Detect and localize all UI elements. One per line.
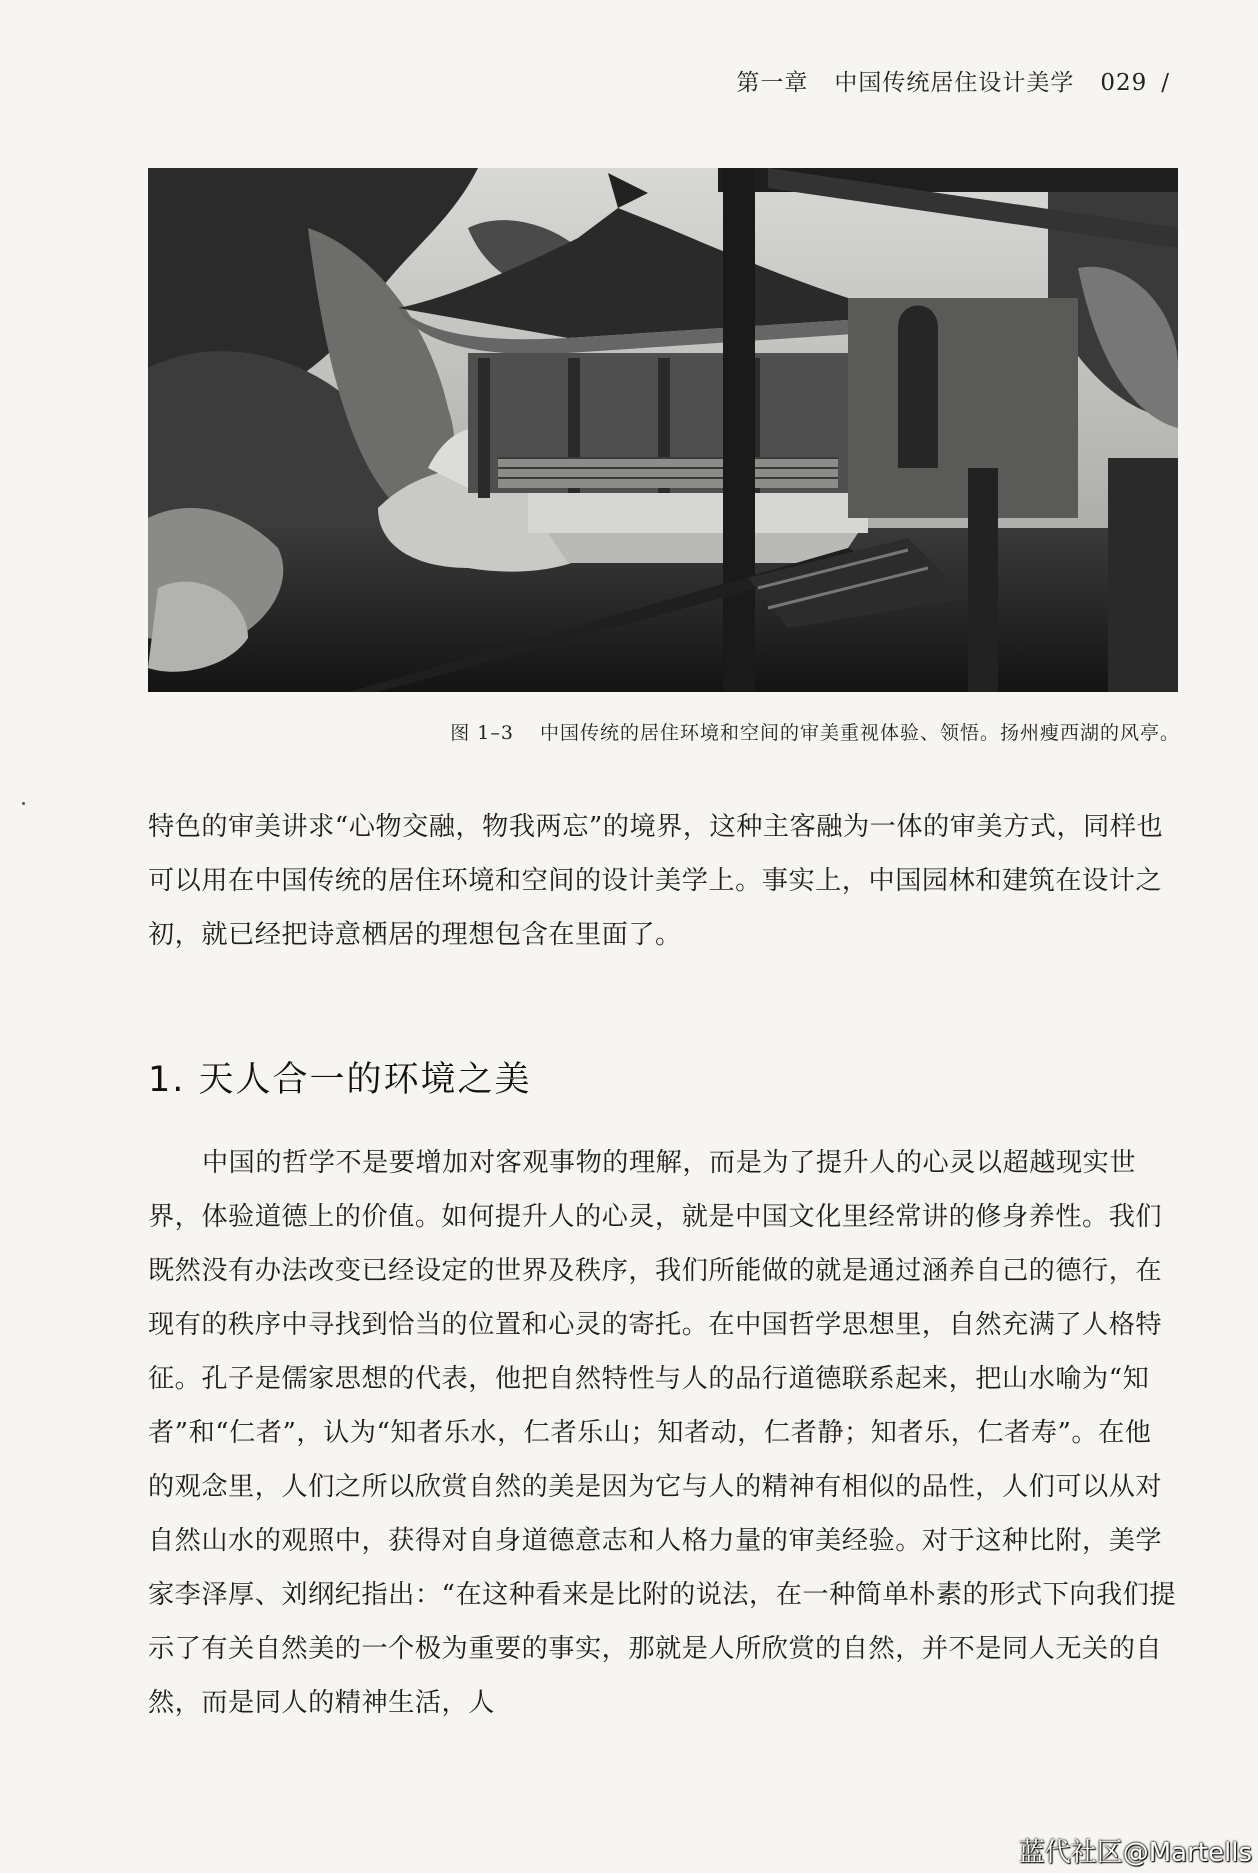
running-header bbox=[736, 64, 1170, 97]
chapter-label: 第一章 bbox=[736, 70, 809, 96]
figure-caption-text: 中国传统的居住环境和空间的审美重视体验、领悟。扬州瘦西湖的风亭。 bbox=[539, 722, 1180, 744]
page-number: 029 bbox=[1100, 70, 1148, 96]
body-paragraph-2: 中国的哲学不是要增加对客观事物的理解，而是为了提升人的心灵以超越现实世界，体验道德上的价值。如何提升人的心灵，就是中国文化里经常讲的修身养性。我们既然没有办法改变已经设定的世界及秩序，我们所能做的就是通过涵养自己的德行，在现有的秩序中寻找到恰当的位置和心灵的寄托。在中国哲学思想里，自然充满了人格特征。孔子是儒家思想的代表，他把自然特性与人的品行道德联系起来，把山水喻为“知者”和“仁者”，认为“知者乐水，仁者乐山；知者动，仁者静；知者乐，仁者寿”。在他的观念里，人们之所以欣赏自然的美是因为它与人的精神有相似的品性，人们可以从对自然山水的观照中，获得对自身道德意志和人格力量的审美经验。对于这种比附，美学家李泽厚、刘纲纪指出：“在这种看来是比附的说法，在一种简单朴素的形式下向我们提示了有关自然美的一个极为重要的事实，那就是人所欣赏的自然，并不是同人无关的自然，而是同人的精神生活，人 bbox=[148, 1148, 1177, 1718]
header-separator: / bbox=[1161, 70, 1170, 96]
watermark: 蓝代社区@Martells bbox=[1018, 1838, 1252, 1868]
figure-caption bbox=[450, 718, 1180, 745]
figure-label: 图 1–3 bbox=[450, 722, 514, 744]
chapter-title: 中国传统居住设计美学 bbox=[834, 70, 1075, 96]
scan-speck bbox=[22, 802, 25, 805]
section-title: 1. 天人合一的环境之美 bbox=[148, 1060, 532, 1100]
pavilion-photo bbox=[148, 168, 1178, 692]
body-paragraph-1: 特色的审美讲求“心物交融，物我两忘”的境界，这种主客融为一体的审美方式，同样也可以用在中国传统的居住环境和空间的设计美学上。事实上，中国园林和建筑在设计之初，就已经把诗意栖居的理想包含在里面了。 bbox=[148, 812, 1164, 950]
